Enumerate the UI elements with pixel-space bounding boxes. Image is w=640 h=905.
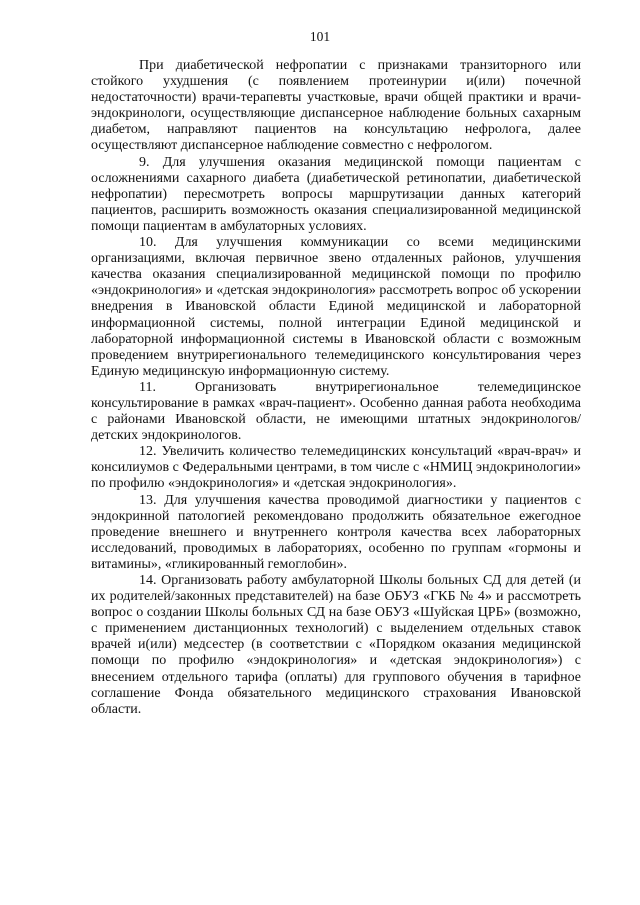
paragraph-item-14: 14. Организовать работу амбулаторной Школы больных СД для детей (и их родителей/законных представителей) на базе ОБУЗ «ГКБ № 4» и рассмотреть вопрос о создании Школы больных СД на базе ОБУЗ «Шуйская ЦРБ» (возможно, с применением дистанционных технологий) с выделением отдельных ставок врачей и(или) медсестер (в соответствии с «Порядком оказания медицинской помощи по профилю «эндокринология» и «детская эндокринология») с внесением отдельного тарифа (оплаты) для группового обучения в тарифное соглашение Фонда обязательного медицинского страхования Ивановской области. bbox=[91, 573, 581, 717]
paragraph-nephropathy: При диабетической нефропатии с признаками транзиторного или стойкого ухудшения (с появлением протеинурии и(или) почечной недостаточности) врачи-терапевты участковые, врачи общей практики и врачи-эндокринологи, осуществляющие диспансерное наблюдение больных сахарным диабетом, направляют пациентов на консультацию нефролога, далее осуществляют диспансерное наблюдение совместно с нефрологом. bbox=[91, 58, 581, 154]
paragraph-item-13: 13. Для улучшения качества проводимой диагностики у пациентов с эндокринной патологией рекомендовано продолжить обязательное ежегодное проведение внешнего и внутреннего контроля качества всех лабораторных исследований, проводимых в лабораториях, особенно по группам «гормоны и витамины», «гликированный гемоглобин». bbox=[91, 492, 581, 572]
page-number: 101 bbox=[309, 29, 331, 44]
paragraph-item-11: 11. Организовать внутрирегиональное телемедицинское консультирование в рамках «врач-пациент». Особенно данная работа необходима с районами Ивановской области, не имеющими штатных эндокринологов/детских эндокринологов. bbox=[91, 379, 581, 444]
paragraph-item-10: 10. Для улучшения коммуникации со всеми медицинскими организациями, включая первичное звено отдаленных районов, улучшения качества оказания специализированной медицинской помощи по профилю «эндокринология» и «детская эндокринология» рассмотреть вопрос об ускорении внедрения в Ивановской области Единой медицинской и лабораторной информационной системы, полной интеграции Единой медицинской и лабораторной информационной системы в Ивановской области с возможным проведением внутрирегионального телемедицинского консультирования через Единую медицинскую информационную систему. bbox=[91, 235, 581, 379]
paragraph-item-12: 12. Увеличить количество телемедицинских консультаций «врач-врач» и консилиумов с Федеральными центрами, в том числе с «НМИЦ эндокринологии» по профилю «эндокринология» и «детская эндокринология». bbox=[91, 444, 581, 492]
document-body bbox=[91, 58, 581, 718]
paragraph-item-9: 9. Для улучшения оказания медицинской помощи пациентам с осложнениями сахарного диабета (диабетической ретинопатии, диабетической нефропатии) пересмотреть вопросы маршрутизации данных категорий пациентов, расширить возможность оказания специализированной медицинской помощи пациентам в амбулаторных условиях. bbox=[91, 154, 581, 234]
